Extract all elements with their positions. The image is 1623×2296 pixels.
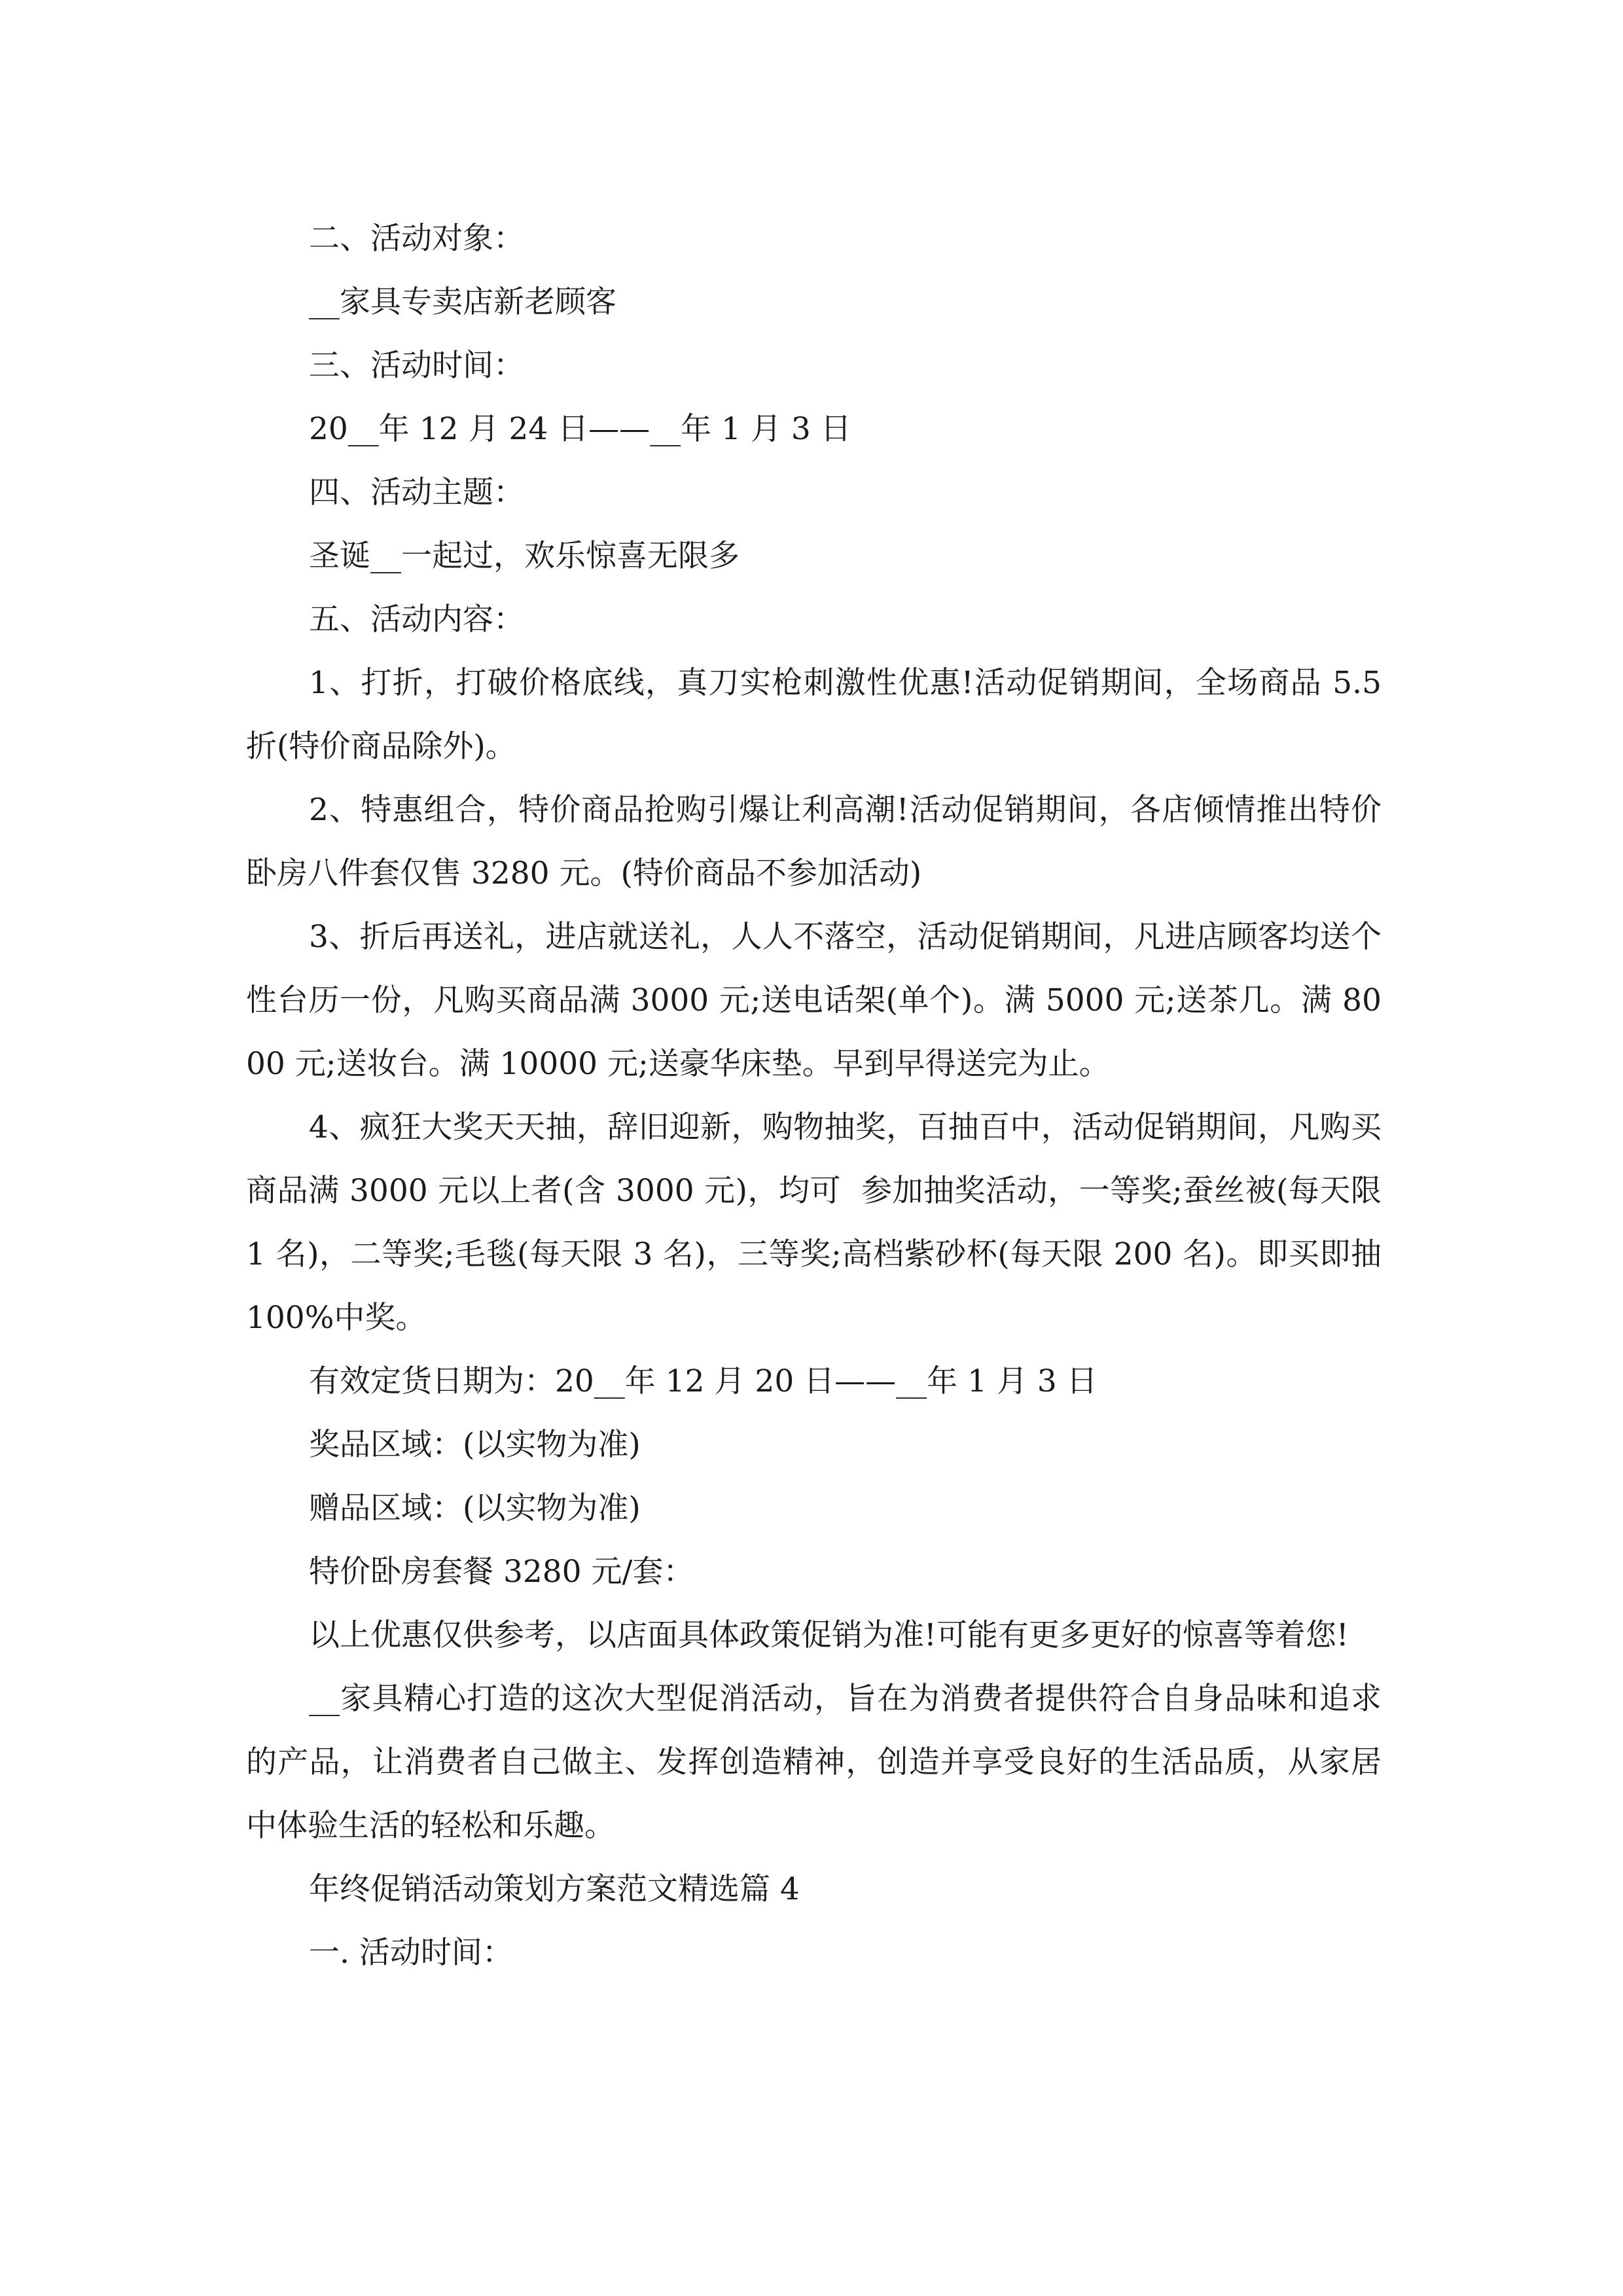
section-title: 年终促销活动策划方案范文精选篇 4 (309, 1871, 800, 1907)
paragraph-bedroom-package: 特价卧房套餐 3280 元/套： (309, 1554, 694, 1590)
paragraph-prize-area: 奖品区域：(以实物为准) (309, 1427, 641, 1463)
paragraph-target-heading: 二、活动对象： (309, 221, 524, 257)
paragraph-content-heading: 五、活动内容： (309, 601, 524, 637)
paragraph-disclaimer: 以上优惠仅供参考，以店面具体政策促销为准!可能有更多更好的惊喜等着您! (309, 1617, 1349, 1653)
paragraph-time-heading-2: 一. 活动时间： (309, 1935, 513, 1971)
paragraph-item-3: 3、折后再送礼，进店就送礼，人人不落空，活动促销期间，凡进店顾客均送个性台历一份，凡购买商品满 3000 元;送电话架(单个)。满 5000 元;送茶几。满 8000 元;送妆台。满 10000 元;送豪华床垫。早到早得送完为止。 (246, 919, 1382, 1082)
paragraph-item-2: 2、特惠组合，特价商品抢购引爆让利高潮!活动促销期间，各店倾情推出特价卧房八件套仅售 3280 元。(特价商品不参加活动) (246, 792, 1382, 891)
document-body (246, 207, 1391, 1984)
paragraph-theme: 圣诞__一起过，欢乐惊喜无限多 (309, 538, 740, 574)
paragraph-order-dates: 有效定货日期为：20__年 12 月 20 日——__年 1 月 3 日 (309, 1363, 1097, 1399)
paragraph-target: __家具专卖店新老顾客 (309, 284, 616, 320)
paragraph-theme-heading: 四、活动主题： (309, 475, 524, 511)
paragraph-summary: __家具精心打造的这次大型促消活动，旨在为消费者提供符合自身品味和追求的产品，让消费者自己做主、发挥创造精神，创造并享受良好的生活品质，从家居中体验生活的轻松和乐趣。 (246, 1681, 1382, 1844)
paragraph-time-heading: 三、活动时间： (309, 348, 524, 384)
paragraph-gift-area: 赠品区域：(以实物为准) (309, 1490, 641, 1526)
paragraph-item-1: 1、打折，打破价格底线，真刀实枪刺激性优惠!活动促销期间，全场商品 5.5 折(特价商品除外)。 (246, 665, 1391, 764)
paragraph-time: 20__年 12 月 24 日——__年 1 月 3 日 (309, 411, 851, 447)
paragraph-item-4: 4、疯狂大奖天天抽，辞旧迎新，购物抽奖，百抽百中，活动促销期间，凡购买商品满 3000 元以上者(含 3000 元)，均可 参加抽奖活动，一等奖;蚕丝被(每天限 1 名)，二等奖;毛毯(每天限 3 名)，三等奖;高档紫砂杯(每天限 200 名)。即买即抽 100%中奖。 (246, 1109, 1391, 1336)
